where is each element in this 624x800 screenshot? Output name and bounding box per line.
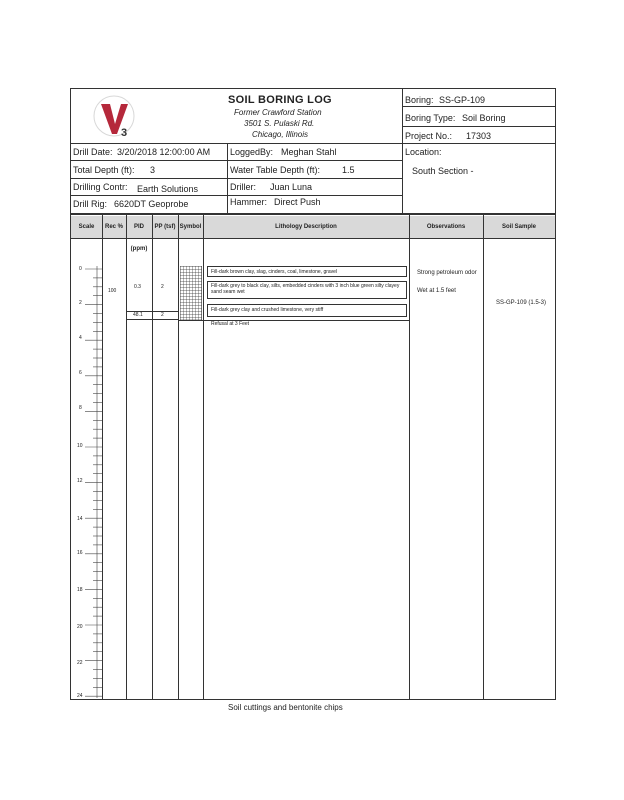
col-pid: PID (ppm)	[126, 216, 152, 238]
scale-label: 0	[79, 266, 82, 272]
scale-label: 8	[79, 405, 82, 411]
logged-by-value: Meghan Stahl	[281, 147, 337, 157]
col-observations: Observations	[409, 216, 483, 238]
divider	[126, 214, 127, 700]
project-no-value: 17303	[466, 131, 492, 141]
divider	[227, 143, 228, 214]
lithology-text: Fill-dark grey clay and crushed limestone, very stiff	[211, 307, 324, 313]
divider	[409, 214, 410, 700]
divider	[70, 178, 402, 179]
drill-rig-label: Drill Rig:	[73, 199, 108, 209]
scale-label: 6	[79, 370, 82, 376]
scale-label: 4	[79, 335, 82, 341]
pp-value: 2	[161, 284, 164, 290]
boring-value: SS-GP-109	[439, 95, 486, 105]
col-rec: Rec %	[102, 216, 126, 238]
water-table-label: Water Table Depth (ft):	[230, 165, 321, 175]
project-no-label: Project No.:	[405, 131, 453, 141]
site-name: Former Crawford Station	[234, 108, 322, 117]
pp-value: 2	[161, 312, 164, 318]
water-table-value: 1.5	[342, 165, 355, 175]
divider	[70, 195, 402, 196]
scale-label: 18	[77, 587, 83, 593]
v3-logo	[88, 94, 140, 142]
drilling-contr-label: Drilling Contr:	[73, 182, 128, 192]
pid-value: 48.1	[133, 312, 143, 318]
col-pp: PP (tsf)	[152, 216, 178, 238]
boring-type-value: Soil Boring	[462, 113, 506, 123]
location-label: Location:	[405, 147, 442, 157]
site-city: Chicago, Illinois	[252, 130, 309, 139]
driller-value: Juan Luna	[270, 182, 313, 192]
refusal-text: Refusal at 3 Feet	[211, 321, 250, 327]
observation-text: Wet at 1.5 feet	[417, 288, 456, 294]
soil-sample-text: SS-GP-109 (1.5-3)	[496, 300, 547, 306]
observation-text: Strong petroleum odor	[417, 270, 477, 276]
lithology-text: Fill-dark brown clay, slag, cinders, coal, limestone, gravel	[211, 269, 338, 275]
scale-label: 22	[77, 660, 83, 666]
lithology-text: Fill-dark grey to black clay, silts, embedded cinders with 3 inch blue green silty clayey sand seam wet	[211, 283, 400, 295]
divider	[203, 214, 204, 700]
divider	[178, 214, 179, 700]
site-address: 3501 S. Pulaski Rd.	[244, 119, 315, 128]
pid-value: 0.3	[134, 284, 141, 290]
hammer-value: Direct Push	[274, 197, 321, 207]
scale-label: 16	[77, 550, 83, 556]
logged-by-label: LoggedBy:	[230, 147, 274, 157]
divider	[70, 160, 402, 161]
scale-label: 14	[77, 516, 83, 522]
drilling-contr-value: Earth Solutions	[137, 184, 199, 194]
boring-type-label: Boring Type:	[405, 113, 456, 123]
col-scale: Scale	[71, 216, 102, 238]
drill-date-value: 3/20/2018 12:00:00 AM	[117, 147, 211, 157]
scale-label: 20	[77, 624, 83, 630]
scale-label: 12	[77, 478, 83, 484]
col-soil-sample: Soil Sample	[483, 216, 555, 238]
divider	[70, 143, 402, 144]
divider	[126, 319, 178, 320]
location-value: South Section -	[412, 166, 474, 176]
col-symbol: Symbol	[178, 216, 203, 238]
drill-date-label: Drill Date:	[73, 147, 113, 157]
divider	[483, 214, 484, 700]
footer-note: Soil cuttings and bentonite chips	[228, 703, 343, 712]
scale-label: 2	[79, 300, 82, 306]
divider	[402, 143, 556, 144]
driller-label: Driller:	[230, 182, 256, 192]
hammer-label: Hammer:	[230, 197, 268, 207]
scale-label: 10	[77, 443, 83, 449]
depth-scale	[71, 238, 103, 700]
svg-text:3: 3	[121, 127, 128, 139]
divider	[402, 126, 556, 127]
divider	[402, 106, 556, 107]
total-depth-value: 3	[150, 165, 156, 175]
rec-value: 100	[108, 288, 117, 294]
col-lithology: Lithology Description	[203, 216, 409, 238]
total-depth-label: Total Depth (ft):	[73, 165, 135, 175]
divider	[152, 214, 153, 700]
drill-rig-value: 6620DT Geoprobe	[114, 199, 189, 209]
page-title: SOIL BORING LOG	[228, 94, 332, 106]
scale-label: 24	[77, 693, 83, 699]
symbol-pattern-icon	[180, 266, 202, 320]
boring-label: Boring:	[405, 95, 434, 105]
